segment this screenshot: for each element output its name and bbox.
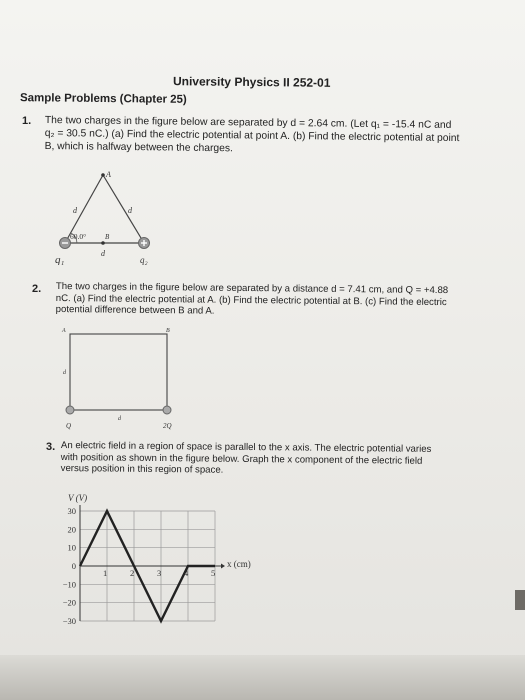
problem-2-text: The two charges in the figure below are separated by a distance d = 7.41 cm, and Q = +4.88 nC. (a) Find the electric potential at A. (b) Find the electric potential at B. (c) Find the electric potential difference between B and A. <box>55 281 449 317</box>
label-d-bottom: d <box>101 249 105 258</box>
label-d-bottom: d <box>118 416 121 422</box>
label-b: B <box>166 328 170 334</box>
y-tick-label: 10 <box>67 542 76 553</box>
label-d-side: d <box>63 370 66 376</box>
y-tick-label: −30 <box>62 616 76 626</box>
y-tick-label: 0 <box>71 561 76 571</box>
problem-2-number: 2. <box>32 283 42 295</box>
problem-2-figure <box>58 322 188 437</box>
problem-3-text: An electric field in a region of space is parallel to the x axis. The electric potential varies with position as shown in the figure below. Graph the x component of the electric field versus position in this region of space. <box>60 440 432 476</box>
square-outline <box>70 334 167 410</box>
page-title: University Physics II 252-01 <box>172 74 331 90</box>
charge-q-icon <box>66 406 74 414</box>
label-d-left: d <box>73 206 77 215</box>
x-tick-label: 1 <box>103 568 108 578</box>
problem-3-number: 3. <box>46 441 56 453</box>
y-axis-label: V (V) <box>68 493 88 503</box>
y-tick-label: −10 <box>62 579 76 590</box>
y-tick-label: 20 <box>67 524 76 535</box>
x-axis-label: x (cm) <box>227 559 251 569</box>
point-b-dot <box>101 241 105 245</box>
label-2q: 2Q <box>163 422 172 430</box>
label-d-right: d <box>128 206 132 215</box>
problem-1-number: 1. <box>22 115 32 127</box>
angle-label: 60.0° <box>70 232 87 241</box>
page-subtitle: Sample Problems (Chapter 25) <box>19 92 187 106</box>
x-tick-label: 4 <box>184 568 189 578</box>
label-q2: q₂ <box>140 255 148 265</box>
label-a: A <box>106 170 111 179</box>
desk-surface <box>0 655 525 700</box>
label-a: A <box>62 328 66 334</box>
label-b: B <box>105 233 110 241</box>
label-q: Q <box>66 422 72 430</box>
background-edge <box>515 590 525 610</box>
y-tick-label: −20 <box>62 597 76 608</box>
problem-1-figure <box>45 165 175 265</box>
x-tick-label: 3 <box>157 568 162 578</box>
x-tick-label: 5 <box>211 568 216 578</box>
y-tick-label: 30 <box>67 506 76 516</box>
point-a-dot <box>101 173 105 177</box>
problem-1-text: The two charges in the figure below are separated by d = 2.64 cm. (Let q₁ = -15.4 nC and q₂ = 30.5 nC.) (a) Find the electric potential at point A. (b) Find the electric potential at point B, which is halfway between the charges. <box>44 114 460 155</box>
x-tick-label: 2 <box>130 568 135 578</box>
charge-2q-icon <box>163 406 171 414</box>
potential-chart <box>55 485 275 645</box>
label-q1: q₁ <box>55 254 65 265</box>
x-axis-arrow-icon <box>221 564 225 569</box>
